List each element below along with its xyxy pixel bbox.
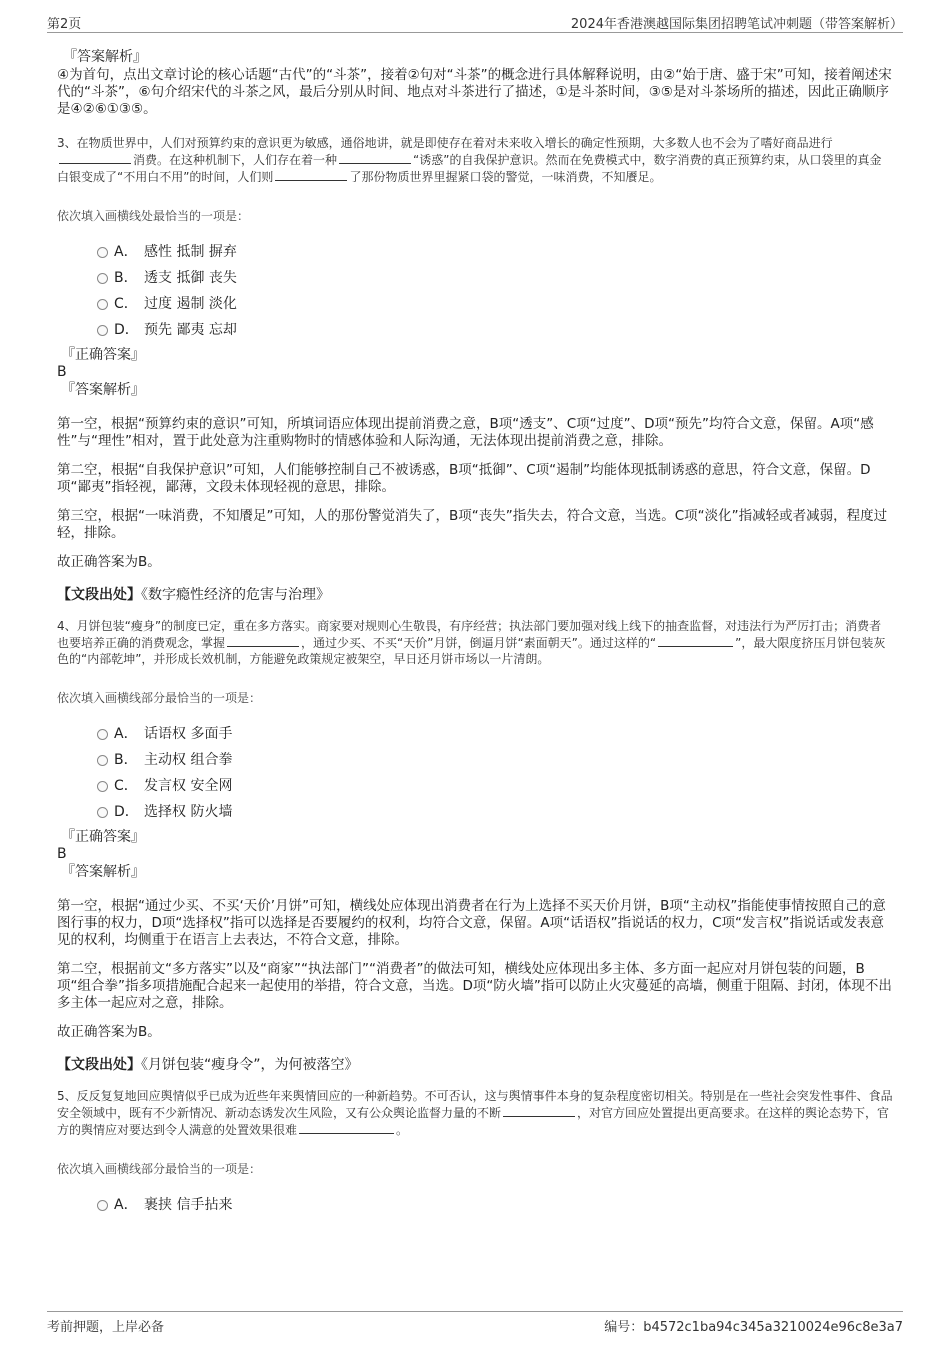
q3-option-b[interactable]: B． 透支 抵御 丧失 — [57, 265, 893, 291]
radio-icon[interactable] — [97, 781, 108, 792]
q4-option-c[interactable]: C． 发言权 安全网 — [57, 773, 893, 799]
document-id: 编号：b4572c1ba94c345a3210024e96c8e3a7 — [604, 1320, 903, 1335]
page-header — [47, 10, 903, 33]
q5-option-a[interactable]: A． 裹挟 信手拈来 — [57, 1192, 893, 1218]
q3-analysis-label: 『答案解析』 — [61, 382, 145, 398]
q3-blank-3[interactable] — [275, 168, 347, 181]
radio-icon[interactable] — [97, 729, 108, 740]
q3-option-c[interactable]: C． 过度 遏制 淡化 — [57, 291, 893, 317]
q3-analysis-p1: 第一空，根据“预算约束的意识”可知，所填词语应体现出提前消费之意，B项“透支”、C项“过度”、D项“预先”均符合文意，保留。A项“感性”与“理性”相对，置于此处意为注重购物时的情感体验和人际沟通，无法体现出提前消费之意，排除。 — [57, 416, 874, 449]
q4-options — [57, 721, 893, 825]
q2-analysis-label: 『答案解析』 — [63, 49, 147, 65]
q3-correct-answer: B — [57, 364, 67, 380]
q4-analysis-p1: 第一空，根据“通过少买、不买‘天价’月饼”可知，横线处应体现出消费者在行为上选择不买天价月饼，B项“主动权”指能使事情按照自己的意图行事的权力，D项“选择权”指可以选择是否要履约的权利，均符合文意，保留。A项“话语权”指说话的权力，C项“发言权”指说话或发表意见的权利，均侧重于在语言上去表达，不符合文意，排除。 — [57, 898, 886, 948]
radio-icon[interactable] — [97, 1200, 108, 1211]
q4-source: 【文段出处】《月饼包装“瘦身令”，为何被落空》 — [57, 1057, 359, 1073]
q3-option-a[interactable]: A． 感性 抵制 摒弃 — [57, 239, 893, 265]
q3-blank-1[interactable] — [59, 151, 131, 164]
q3-stem — [57, 135, 893, 185]
page-number: 第2页 — [47, 17, 82, 32]
q4-analysis-p2: 第二空，根据前文“多方落实”以及“商家”“执法部门”“消费者”的做法可知，横线处应体现出多主体、多方面一起应对月饼包装的问题，B项“组合拳”指多项措施配合起来一起使用的举措，符合文意，当选。D项“防火墙”指可以防止火灾蔓延的高墙，侧重于阻隔、封闭，体现不出多主体一起应对之意，排除。 — [57, 961, 892, 1011]
q5-blank-2[interactable] — [299, 1121, 394, 1134]
q5-options — [57, 1192, 893, 1218]
radio-icon[interactable] — [97, 273, 108, 284]
q4-option-d[interactable]: D． 选择权 防火墙 — [57, 799, 893, 825]
radio-icon[interactable] — [97, 755, 108, 766]
q4-option-b[interactable]: B． 主动权 组合拳 — [57, 747, 893, 773]
radio-icon[interactable] — [97, 299, 108, 310]
q3-analysis-conclusion: 故正确答案为B。 — [57, 554, 161, 570]
q3-stem-part3: “诱惑”的自我保护意识。然而在免费模式中，数字消费的真正预算约束，从口袋里的真金白银变成了“不用白不用”的时间，人们则 — [57, 153, 882, 184]
q3-blank-2[interactable] — [339, 151, 411, 164]
q4-stem: 4、月饼包装“瘦身”的制度已定，重在多方落实。商家要对规则心生敬畏，有序经营；执法部门要加强对线上线下的抽查监督，对违法行为严厉打击；消费者也要培养正确的消费观念，掌握 ，通过少买、不买“天价”月饼，倒逼月饼“素面朝天”。通过这样的“ ”，最大限度挤压月饼包装灰色的“内部乾坤”，并形成长效机制，方能避免政策规定被架空，早日还月饼市场以一片清朗。 — [57, 619, 886, 666]
q4-blank-2[interactable] — [658, 634, 733, 647]
q3-correct-label: 『正确答案』 — [61, 347, 145, 363]
q5-stem: 5、反反复复地回应舆情似乎已成为近些年来舆情回应的一种新趋势。不可否认，这与舆情事件本身的复杂程度密切相关。特别是在一些社会突发性事件、食品安全领域中，既有不少新情况、新动态诱发次生风险，又有公众舆论监督力量的不断 ，对官方回应处置提出更高要求。在这样的舆论态势下，官方的舆情应对要达到令人满意的处置效果很难 。 — [57, 1089, 893, 1137]
q3-source: 【文段出处】《数字瘾性经济的危害与治理》 — [57, 587, 330, 603]
q4-prompt: 依次填入画横线部分最恰当的一项是： — [57, 691, 262, 705]
q3-stem-part2: 消费。在这种机制下，人们存在着一种 — [133, 153, 338, 167]
page-footer — [47, 1311, 903, 1336]
radio-icon[interactable] — [97, 247, 108, 258]
q3-prompt: 依次填入画横线处最恰当的一项是： — [57, 209, 250, 223]
q3-stem-part4: 了那份物质世界里握紧口袋的警觉，一味消费，不知餍足。 — [349, 170, 662, 184]
document-body — [57, 48, 893, 1218]
q4-analysis-conclusion: 故正确答案为B。 — [57, 1024, 161, 1040]
footer-slogan: 考前押题，上岸必备 — [47, 1320, 165, 1335]
q4-correct-label: 『正确答案』 — [61, 829, 145, 845]
q4-option-a[interactable]: A． 话语权 多面手 — [57, 721, 893, 747]
q5-prompt: 依次填入画横线部分最恰当的一项是： — [57, 1162, 262, 1176]
q3-options — [57, 239, 893, 343]
q3-stem-part1: 3、在物质世界中，人们对预算约束的意识更为敏感，通俗地讲，就是即使存在着对未来收入增长的确定性预期，大多数人也不会为了嗜好商品进行 — [57, 136, 833, 150]
q3-option-d[interactable]: D． 预先 鄙夷 忘却 — [57, 317, 893, 343]
q3-analysis-p2: 第二空，根据“自我保护意识”可知，人们能够控制自己不被诱惑，B项“抵御”、C项“遏制”均能体现抵制诱惑的意思，符合文意，保留。D项“鄙夷”指轻视，鄙薄，文段未体现轻视的意思，排除。 — [57, 462, 871, 495]
q4-correct-answer: B — [57, 846, 67, 862]
q4-blank-1[interactable] — [227, 634, 299, 647]
q2-analysis-text: ④为首句，点出文章讨论的核心话题“古代”的“斗茶”，接着②句对“斗茶”的概念进行具体解释说明，由②“始于唐、盛于宋”可知，接着阐述宋代的“斗茶”，⑥句介绍宋代的斗茶之风，最后分别从时间、地点对斗茶进行了描述，①是斗茶时间，③⑤是对斗茶场所的描述，因此正确顺序是④②⑥①③⑤。 — [57, 67, 892, 117]
document-title: 2024年香港澳越国际集团招聘笔试冲刺题（带答案解析） — [570, 17, 903, 32]
q5-blank-1[interactable] — [503, 1104, 575, 1117]
radio-icon[interactable] — [97, 325, 108, 336]
q3-analysis-p3: 第三空，根据“一味消费，不知餍足”可知，人的那份警觉消失了，B项“丧失”指失去，符合文意，当选。C项“淡化”指减轻或者减弱，程度过轻，排除。 — [57, 508, 888, 541]
q4-analysis-label: 『答案解析』 — [61, 864, 145, 880]
radio-icon[interactable] — [97, 807, 108, 818]
